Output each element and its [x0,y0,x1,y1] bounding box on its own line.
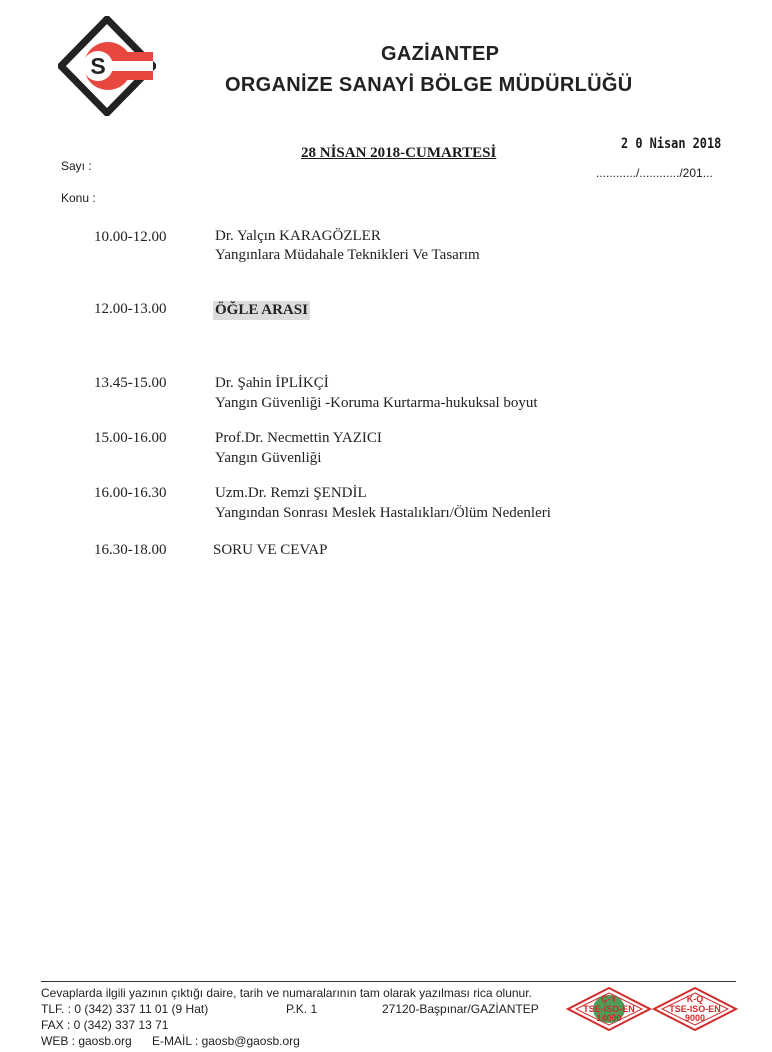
org-city-title: GAZİANTEP [381,43,500,65]
footer-note: Cevaplarda ilgili yazının çıktığı daire, tarih ve numaralarının tam olarak yazılması rica olunur. [41,986,532,1000]
schedule-speaker: Dr. Şahin İPLİKÇİ [215,375,329,391]
schedule-topic: Yangın Güvenliği [215,450,322,466]
schedule-time: 10.00-12.00 [94,229,167,245]
badge-line1: Ç-Y [601,994,617,1004]
schedule-speaker: Prof.Dr. Necmettin YAZICI [215,430,382,446]
stamp-date: 2 0 Nisan 2018 [621,136,722,152]
schedule-time: 12.00-13.00 [94,301,167,317]
tse-iso-14000-badge-icon [566,986,652,1032]
tse-iso-9000-badge-icon [652,986,738,1032]
schedule-speaker: Dr. Yalçın KARAGÖZLER [215,228,381,244]
footer-phone: TLF. : 0 (342) 337 11 01 (9 Hat) [41,1002,209,1016]
footer-divider [41,981,736,982]
badge-line3: 9000 [684,1013,706,1023]
logo-letter: S [90,53,106,79]
badge-line3: 14000 [596,1013,622,1023]
schedule-speaker: Uzm.Dr. Remzi ŞENDİL [215,485,367,501]
footer-po-box: P.K. 1 [286,1002,318,1016]
date-blank: ............/............/201... [596,166,713,180]
footer-fax: FAX : 0 (342) 337 13 71 [41,1018,169,1032]
badge-line2: TSE-ISO-EN [669,1004,721,1014]
gaosb-logo-icon [58,16,156,116]
date-title: 28 NİSAN 2018-CUMARTESİ [301,145,497,161]
schedule-topic: Yangınlara Müdahale Teknikleri Ve Tasarım [215,247,480,263]
badge-line1: K-Q [686,994,704,1004]
badge-line2: TSE-ISO-EN [583,1004,635,1014]
footer-email: E-MAİL : gaosb@gaosb.org [152,1034,300,1048]
sayi-label: Sayı : [61,159,92,173]
org-name-title: ORGANİZE SANAYİ BÖLGE MÜDÜRLÜĞÜ [225,74,633,96]
lunch-break-label: ÖĞLE ARASI [215,302,308,318]
schedule-time: 15.00-16.00 [94,430,167,446]
schedule-time: 13.45-15.00 [94,375,167,391]
konu-label: Konu : [61,191,96,205]
footer-web: WEB : gaosb.org [41,1034,132,1048]
schedule-topic: Yangından Sonrası Meslek Hastalıkları/Ölüm Nedenleri [215,505,551,521]
footer-address: 27120-Başpınar/GAZİANTEP [382,1002,539,1016]
schedule-time: 16.30-18.00 [94,542,167,558]
schedule-topic: Yangın Güvenliği -Koruma Kurtarma-hukuksal boyut [215,395,538,411]
schedule-speaker: SORU VE CEVAP [213,542,328,558]
schedule-time: 16.00-16.30 [94,485,167,501]
